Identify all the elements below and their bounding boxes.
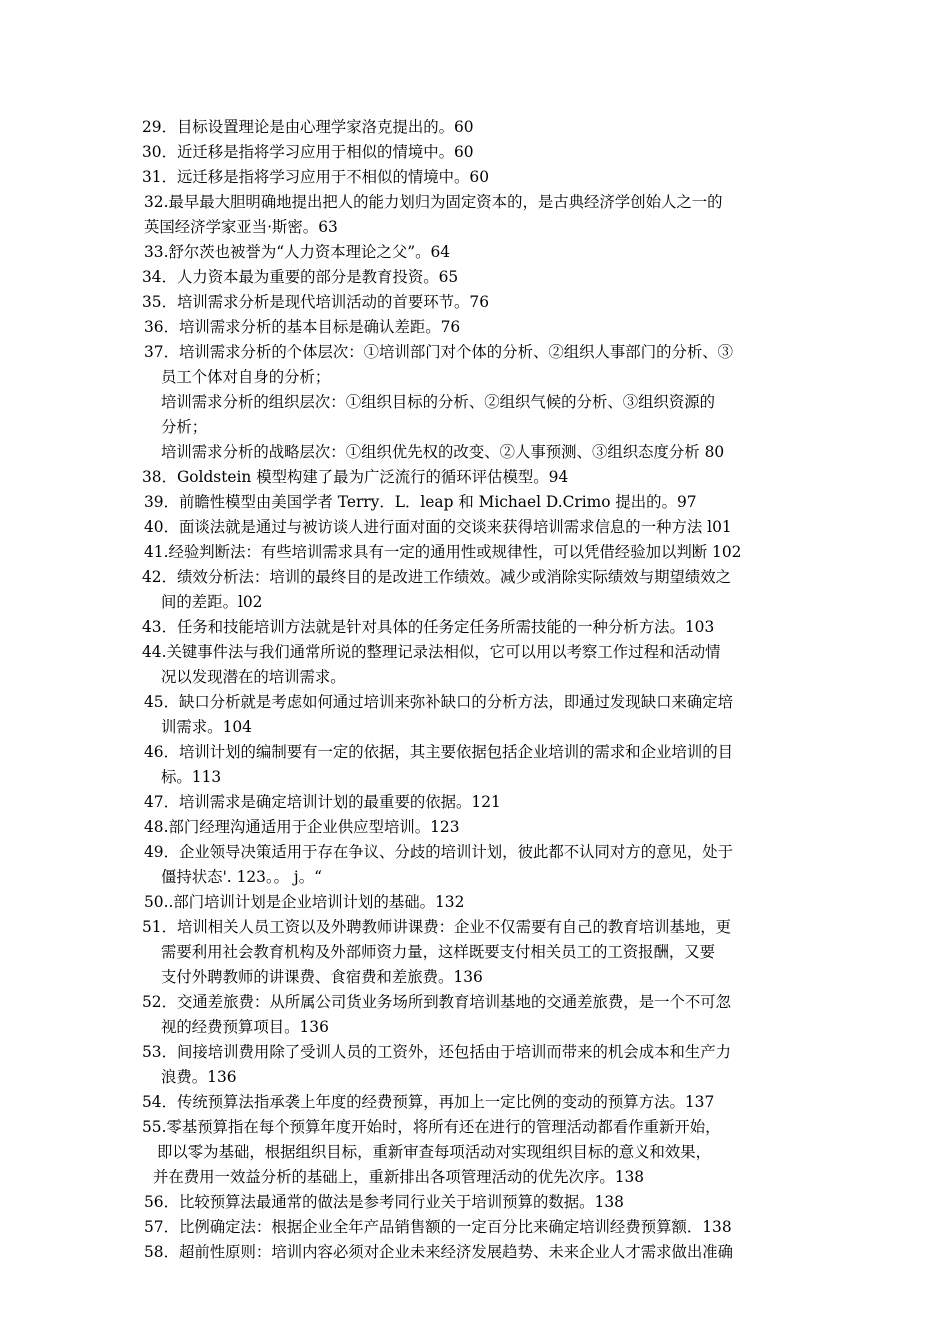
text-line: 33.舒尔茨也被誉为“人力资本理论之父”。64 (144, 243, 451, 261)
text-line: 训需求。104 (161, 718, 252, 736)
text-line: 36．培训需求分析的基本目标是确认差距。76 (144, 318, 461, 336)
text-line: 31．远迁移是指将学习应用于不相似的情境中。60 (142, 168, 489, 186)
text-line: 49．企业领导决策适用于存在争议、分歧的培训计划，彼此都不认同对方的意见，处于 (144, 843, 734, 861)
text-line: 44.关键事件法与我们通常所说的整理记录法相似，它可以用以考察工作过程和活动情 (142, 643, 721, 661)
text-line: 培训需求分析的组织层次：①组织目标的分析、②组织气候的分析、③组织资源的 (161, 393, 716, 411)
text-line: 43．任务和技能培训方法就是针对具体的任务定任务所需技能的一种分析方法。103 (142, 618, 715, 636)
text-line: 45．缺口分析就是考虑如何通过培训来弥补缺口的分析方法，即通过发现缺口来确定培 (144, 693, 734, 711)
text-line: 41.经验判断法：有些培训需求具有一定的通用性或规律性，可以凭借经验加以判断 102 (144, 543, 742, 561)
text-line: 29．目标设置理论是由心理学家洛克提出的。60 (142, 118, 474, 136)
text-line: 40．面谈法就是通过与被访谈人进行面对面的交谈来获得培训需求信息的一种方法 l01 (144, 518, 732, 536)
text-line: 53．间接培训费用除了受训人员的工资外，还包括由于培训而带来的机会成本和生产力 (142, 1043, 732, 1061)
text-line: 间的差距。l02 (161, 593, 263, 611)
text-line: 52．交通差旅费：从所属公司货业务场所到教育培训基地的交通差旅费，是一个不可忽 (142, 993, 732, 1011)
text-line: 42．绩效分析法：培训的最终目的是改进工作绩效。减少或消除实际绩效与期望绩效之 (142, 568, 732, 586)
text-line: 英国经济学家亚当·斯密。63 (144, 218, 338, 236)
text-line: 即以零为基础，根据组织目标，重新审查每项活动对实现组织目标的意义和效果， (157, 1143, 712, 1161)
text-line: 51．培训相关人员工资以及外聘教师讲课费：企业不仅需要有自己的教育培训基地，更 (142, 918, 732, 936)
text-line: 视的经费预算项目。136 (161, 1018, 329, 1036)
text-line: 38．Goldstein 模型构建了最为广泛流行的循环评估模型。94 (142, 468, 569, 486)
text-line: 57．比例确定法：根据企业全年产品销售额的一定百分比来确定培训经费预算额．138 (144, 1218, 732, 1236)
text-line: 况以发现潜在的培训需求。 (161, 668, 346, 686)
text-line: 30．近迁移是指将学习应用于相似的情境中。60 (142, 143, 474, 161)
text-line: 37．培训需求分析的个体层次：①培训部门对个体的分析、②组织人事部门的分析、③ (144, 343, 734, 361)
text-line: 需要利用社会教育机构及外部师资力量，这样既要支付相关员工的工资报酬，又要 (161, 943, 716, 961)
text-line: 培训需求分析的战略层次：①组织优先权的改变、②人事预测、③组织态度分析 80 (161, 443, 725, 461)
text-line: 56．比较预算法最通常的做法是参考同行业关于培训预算的数据。138 (144, 1193, 624, 1211)
text-line: 32.最早最大胆明确地提出把人的能力划归为固定资本的，是古典经济学创始人之一的 (144, 193, 723, 211)
text-line: 僵持状态'. 123。。 j。“ (161, 868, 322, 886)
text-line: 39．前瞻性模型由美国学者 Terry．L．leap 和 Michael D.Crimo 提出的。97 (144, 493, 697, 511)
text-line: 58．超前性原则：培训内容必须对企业未来经济发展趋势、未来企业人才需求做出准确 (144, 1243, 734, 1261)
text-line: 34．人力资本最为重要的部分是教育投资。65 (142, 268, 459, 286)
text-line: 48.部门经理沟通适用于企业供应型培训。123 (144, 818, 460, 836)
text-line: 标。113 (161, 768, 222, 786)
text-line: 47．培训需求是确定培训计划的最重要的依据。121 (144, 793, 501, 811)
text-line: 46．培训计划的编制要有一定的依据，其主要依据包括企业培训的需求和企业培训的目 (144, 743, 734, 761)
text-line: 35．培训需求分析是现代培训活动的首要环节。76 (142, 293, 489, 311)
text-line: 55.零基预算指在每个预算年度开始时，将所有还在进行的管理活动都看作重新开始， (142, 1118, 721, 1136)
text-line: 分析； (161, 418, 208, 436)
text-line: 支付外聘教师的讲课费、食宿费和差旅费。136 (161, 968, 483, 986)
text-line: 54．传统预算法指承袭上年度的经费预算，再加上一定比例的变动的预算方法。137 (142, 1093, 715, 1111)
text-line: 50..部门培训计划是企业培训计划的基础。132 (144, 893, 465, 911)
text-line: 浪费。136 (161, 1068, 237, 1086)
text-line: 并在费用一效益分析的基础上，重新排出各项管理活动的优先次序。138 (153, 1168, 645, 1186)
text-line: 员工个体对自身的分析； (161, 368, 331, 386)
